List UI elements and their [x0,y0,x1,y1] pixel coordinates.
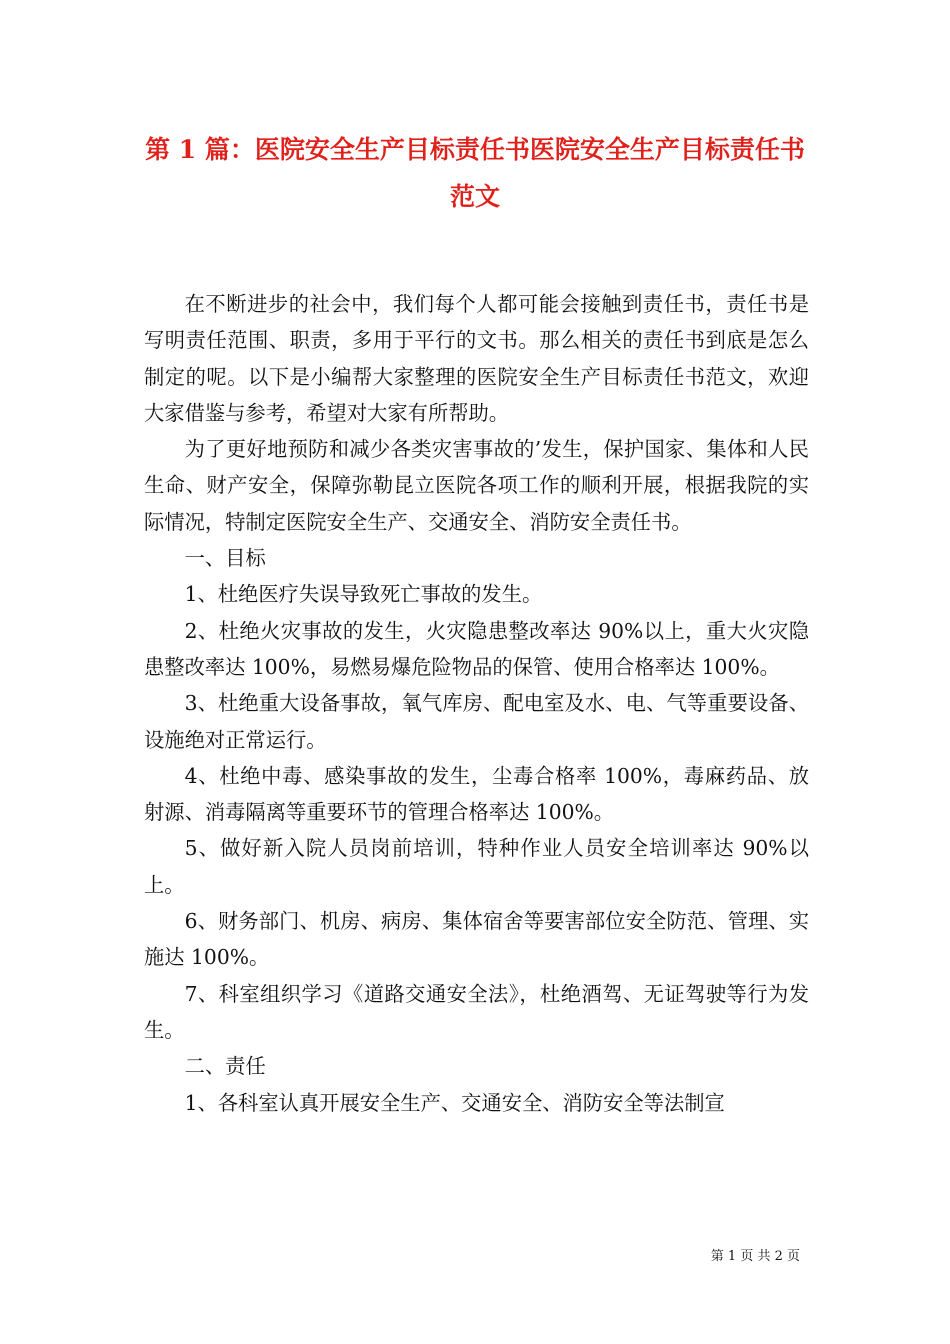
goal-item-4: 4、杜绝中毒、感染事故的发生，尘毒合格率 100%，毒麻药品、放射源、消毒隔离等重要环节的管理合格率达 100%。 [144,763,809,825]
goal-item-1: 1、杜绝医疗失误导致死亡事故的发生。 [184,582,543,607]
page-number-footer: 第 1 页 共 2 页 [710,1249,800,1264]
section-heading-responsibility: 二、责任 [184,1054,266,1079]
paragraph-purpose: 为了更好地预防和减少各类灾害事故的’发生，保护国家、集体和人民生命、财产安全，保障弥勒昆立医院各项工作的顺利开展，根据我院的实际情况，特制定医院安全生产、交通安全、消防安全责任书。 [144,437,809,534]
goal-item-2: 2、杜绝火灾事故的发生，火灾隐患整改率达 90%以上，重大火灾隐患整改率达 100%，易燃易爆危险物品的保管、使用合格率达 100%。 [144,618,809,679]
goal-item-7: 7、科室组织学习《道路交通安全法》，杜绝酒驾、无证驾驶等行为发生。 [144,981,809,1042]
document-title-line-1: 第 1 篇：医院安全生产目标责任书医院安全生产目标责任书 [145,135,805,164]
responsibility-item-1: 1、各科室认真开展安全生产、交通安全、消防安全等法制宣 [184,1090,725,1115]
goal-item-5: 5、做好新入院人员岗前培训，特种作业人员安全培训率达 90%以上。 [144,836,809,897]
document-title-line-2: 范文 [449,182,500,211]
goal-item-3: 3、杜绝重大设备事故，氧气库房、配电室及水、电、气等重要设备、设施绝对正常运行。 [144,691,809,752]
section-heading-goals: 一、目标 [184,546,266,571]
paragraph-intro: 在不断进步的社会中，我们每个人都可能会接触到责任书，责任书是写明责任范围、职责，多用于平行的文书。那么相关的责任书到底是怎么制定的呢。以下是小编帮大家整理的医院安全生产目标责任书范文，欢迎大家借鉴与参考，希望对大家有所帮助。 [144,292,809,425]
document-body [144,286,809,1121]
goal-item-6: 6、财务部门、机房、病房、集体宿舍等要害部位安全防范、管理、实施达 100%。 [144,909,809,970]
